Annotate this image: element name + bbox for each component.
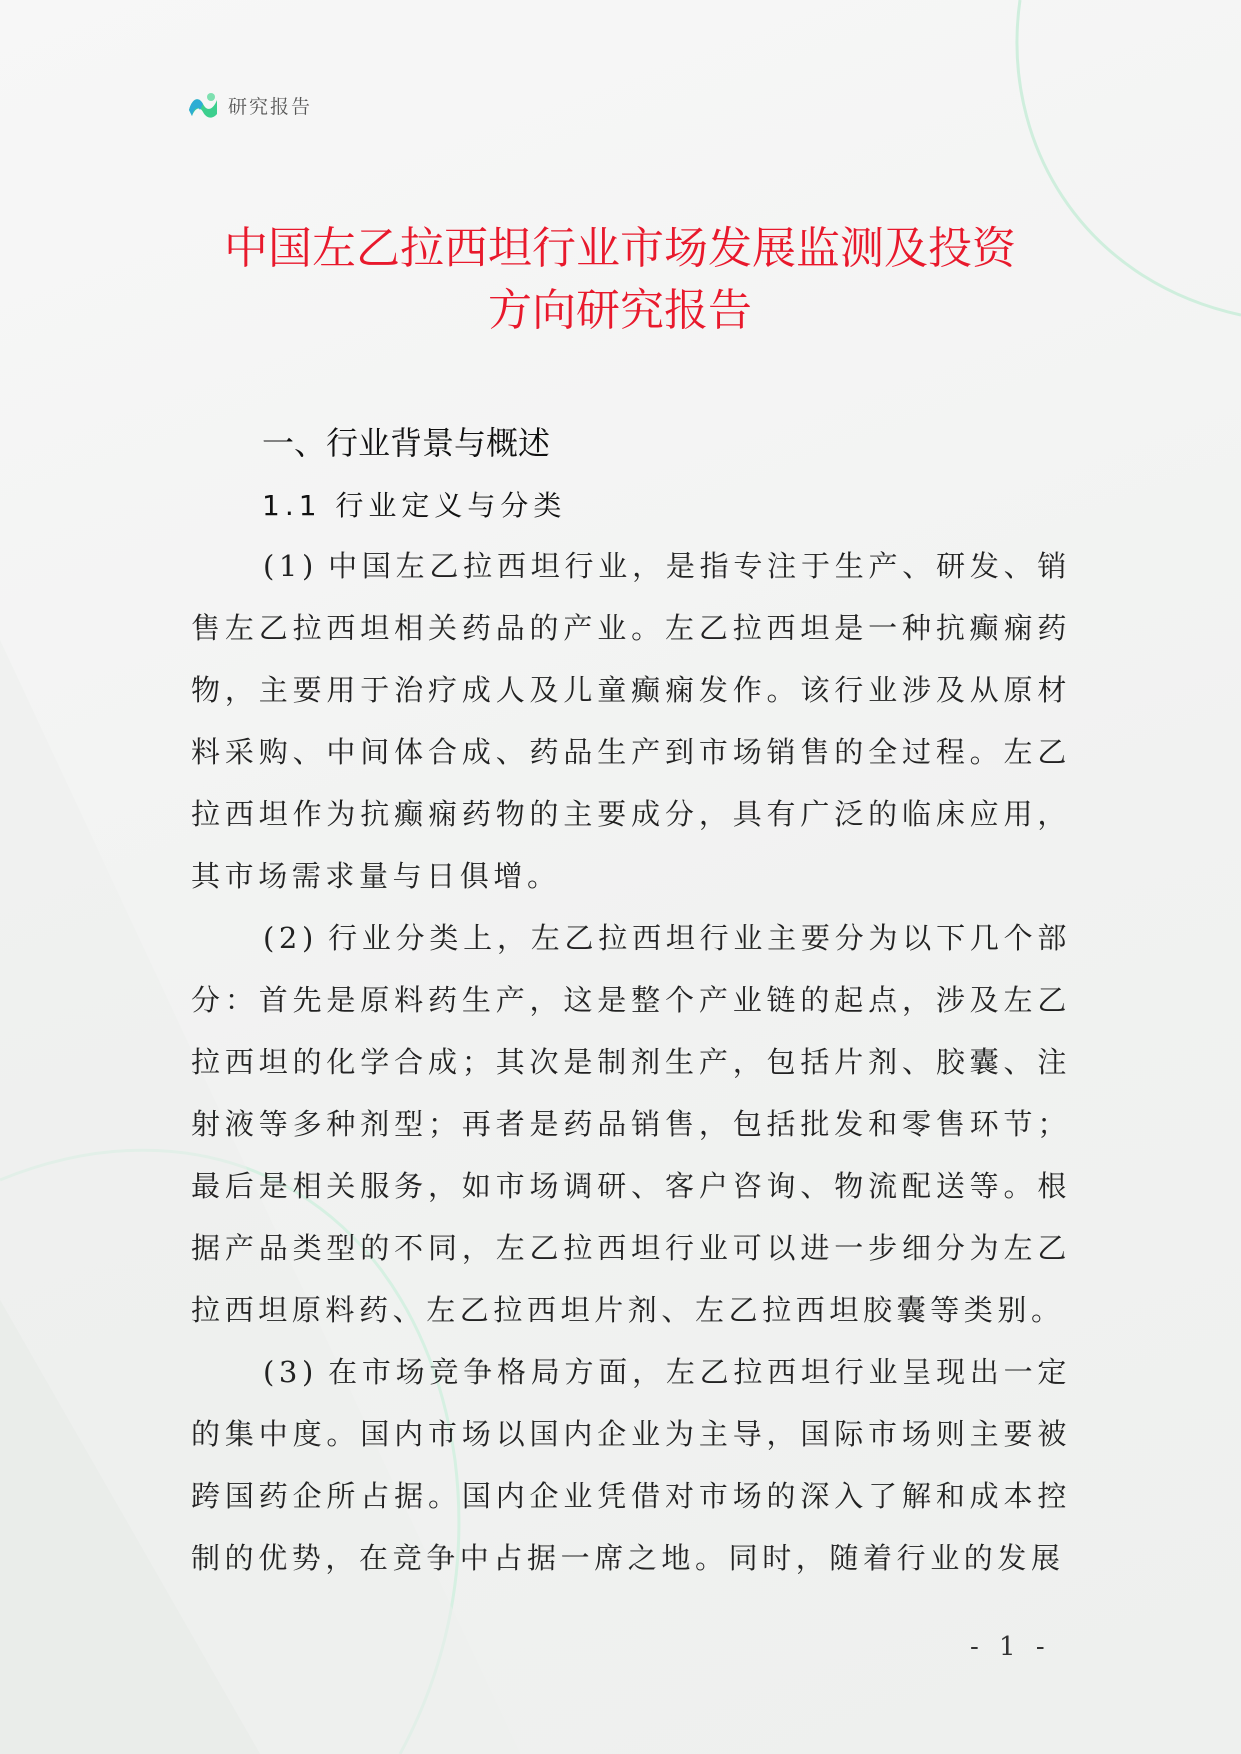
report-title [150,218,1090,342]
paragraph-number: (1) [263,549,318,583]
page-number: - 1 - [970,1632,1051,1662]
paragraph-number: (2) [263,921,318,955]
report-title-line2: 方向研究报告 [488,285,752,336]
paragraph-1 [191,535,1071,907]
section-subheading: 1.1 行业定义与分类 [262,489,567,522]
paragraph-3 [191,1341,1071,1589]
brand-text: 研究报告 [228,95,313,118]
paragraph-2 [191,907,1071,1341]
paragraph-text: 行业分类上，左乙拉西坦行业主要分为以下几个部分：首先是原料药生产，这是整个产业链的起点，涉及左乙拉西坦的化学合成；其次是制剂生产，包括片剂、胶囊、注射液等多种剂型；再者是药品销售，包括批发和零售环节；最后是相关服务，如市场调研、客户咨询、物流配送等。根据产品类型的不同，左乙拉西坦行业可以进一步细分为左乙拉西坦原料药、左乙拉西坦片剂、左乙拉西坦胶囊等类别。 [191,921,1071,1327]
paragraph-text: 在市场竞争格局方面，左乙拉西坦行业呈现出一定的集中度。国内市场以国内企业为主导，国际市场则主要被跨国药企所占据。国内企业凭借对市场的深入了解和成本控制的优势，在竞争中占据一席之地。同时，随着行业的发展 [191,1355,1071,1575]
paragraph-number: (3) [263,1355,318,1389]
paragraph-text: 中国左乙拉西坦行业，是指专注于生产、研发、销售左乙拉西坦相关药品的产业。左乙拉西坦是一种抗癫痫药物，主要用于治疗成人及儿童癫痫发作。该行业涉及从原材料采购、中间体合成、药品生产到市场销售的全过程。左乙拉西坦作为抗癫痫药物的主要成分，具有广泛的临床应用，其市场需求量与日俱增。 [191,549,1071,893]
brand-logo-icon [186,88,220,122]
section-heading: 一、行业背景与概述 [262,424,551,462]
report-title-line1: 中国左乙拉西坦行业市场发展监测及投资 [224,223,1016,274]
brand-header [186,88,312,122]
body-text [191,535,1071,1589]
